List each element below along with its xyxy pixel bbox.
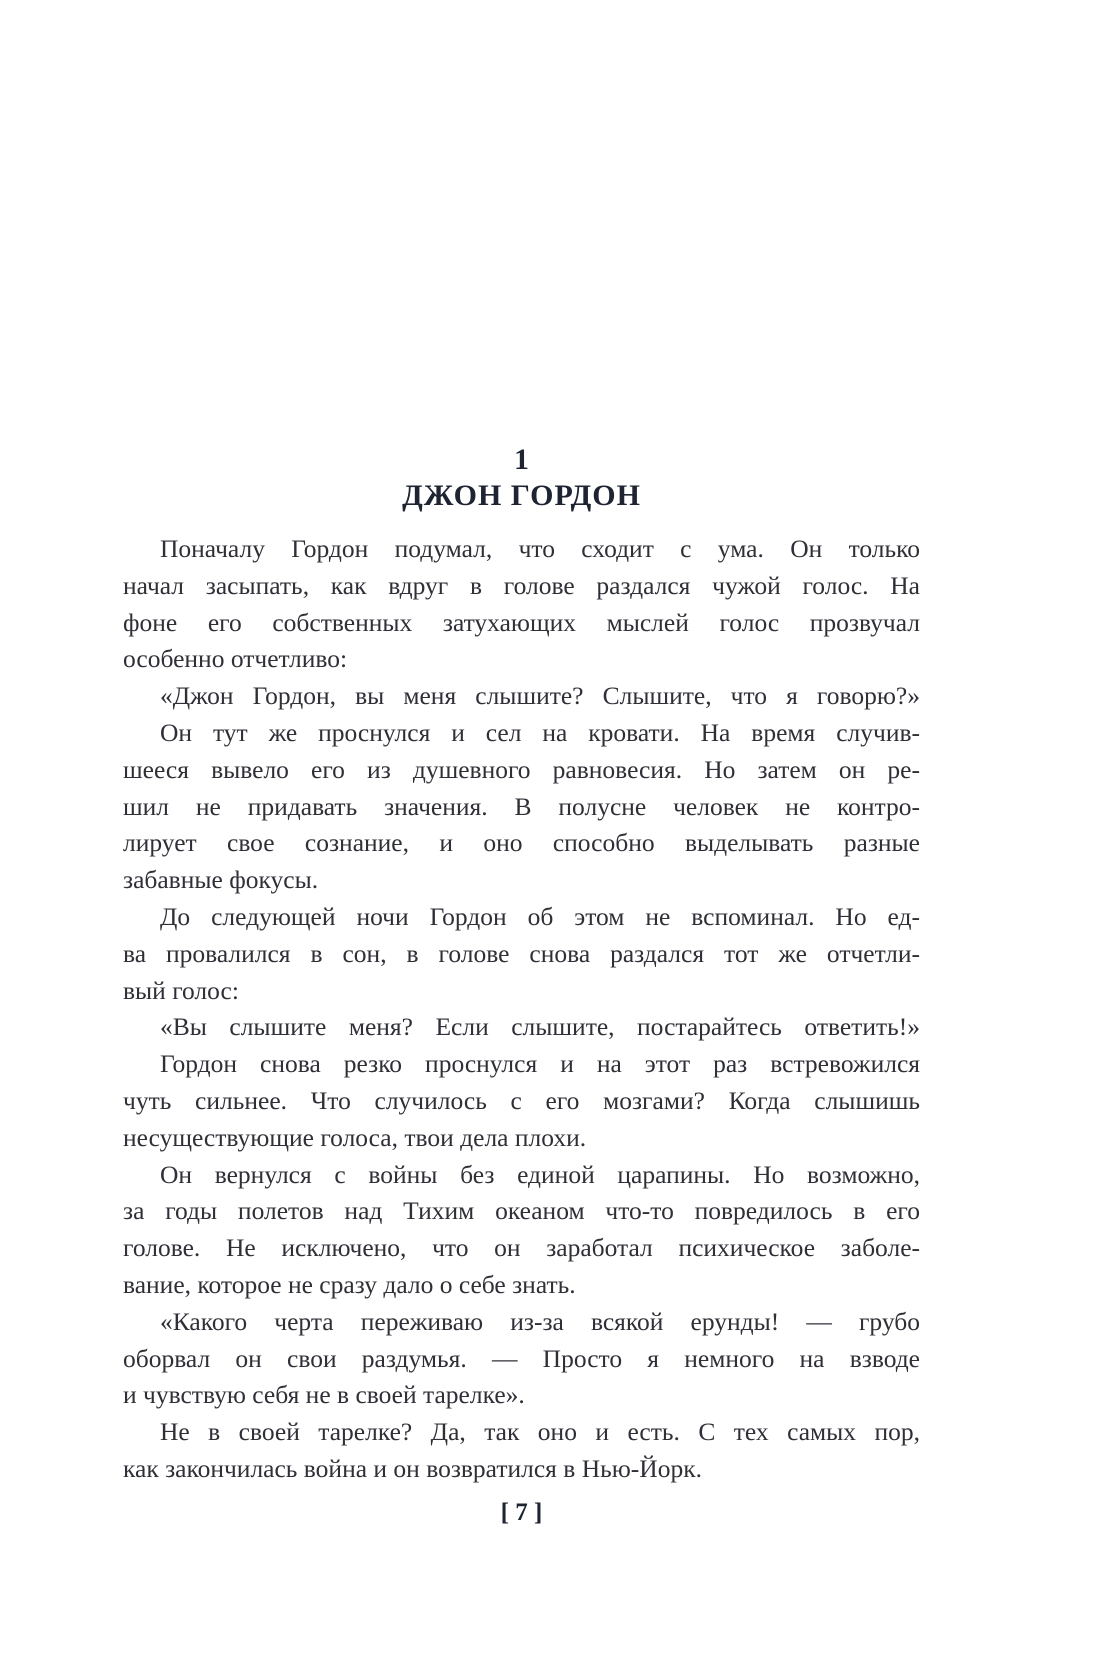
paragraph [123, 1304, 920, 1414]
text-line: «Какого черта переживаю из-за всякой ерунды! — грубо [160, 1306, 920, 1336]
text-line: «Вы слышите меня? Если слышите, постарайтесь ответить!» [160, 1012, 920, 1042]
text-line: «Джон Гордон, вы меня слышите? Слышите, что я говорю?» [160, 681, 920, 711]
text-line: лирует свое сознание, и оно способно выделывать разные [123, 828, 920, 858]
chapter-number: 1 [514, 443, 529, 476]
paragraph [123, 1009, 920, 1046]
paragraph [123, 678, 920, 715]
text-line: ва провалился в сон, в голове снова раздался тот же отчетли- [123, 938, 920, 968]
paragraph [123, 531, 920, 678]
body-text [123, 531, 920, 1488]
text-line: забавные фокусы. [123, 865, 319, 895]
chapter-title: ДЖОН ГОРДОН [402, 479, 641, 512]
text-line: Поначалу Гордон подумал, что сходит с ума. Он только [160, 534, 920, 563]
text-line: шееся вывело его из душевного равновесия. Но затем он ре- [123, 754, 920, 784]
paragraph [123, 899, 920, 1009]
text-line: чуть сильнее. Что случилось с его мозгами? Когда слышишь [123, 1085, 920, 1115]
page-content [123, 0, 920, 1669]
paragraph [123, 1414, 920, 1488]
text-line: Не в своей тарелке? Да, так оно и есть. С тех самых пор, [160, 1417, 920, 1447]
text-line: и чувствую себя не в своей тарелке». [123, 1380, 525, 1410]
text-line: особенно отчетливо: [123, 644, 348, 674]
paragraph [123, 1046, 920, 1156]
paragraph [123, 715, 920, 899]
paragraph [123, 1157, 920, 1304]
text-line: фоне его собственных затухающих мыслей голос прозвучал [123, 607, 920, 637]
text-line: голове. Не исключено, что он заработал психическое заболе- [123, 1233, 920, 1263]
text-line: Гордон снова резко проснулся и на этот раз встревожился [160, 1049, 920, 1079]
text-line: До следующей ночи Гордон об этом не вспоминал. Но ед- [160, 901, 920, 931]
text-line: вый голос: [123, 975, 239, 1005]
text-line: Он тут же проснулся и сел на кровати. На время случив- [160, 717, 920, 747]
text-line: вание, которое не сразу дало о себе знать. [123, 1269, 576, 1299]
text-line: Он вернулся с войны без единой царапины. Но возможно, [160, 1159, 920, 1189]
text-line: несуществующие голоса, твои дела плохи. [123, 1122, 587, 1152]
page-number: [ 7 ] [500, 1499, 543, 1526]
text-line: оборвал он свои раздумья. — Просто я немного на взводе [123, 1343, 920, 1373]
text-line: начал засыпать, как вдруг в голове раздался чужой голос. На [123, 570, 920, 600]
text-line: шил не придавать значения. В полусне человек не контро- [123, 791, 920, 821]
text-line: за годы полетов над Тихим океаном что-то повредилось в его [123, 1196, 920, 1226]
text-line: как закончилась война и он возвратился в Нью-Йорк. [123, 1453, 702, 1483]
